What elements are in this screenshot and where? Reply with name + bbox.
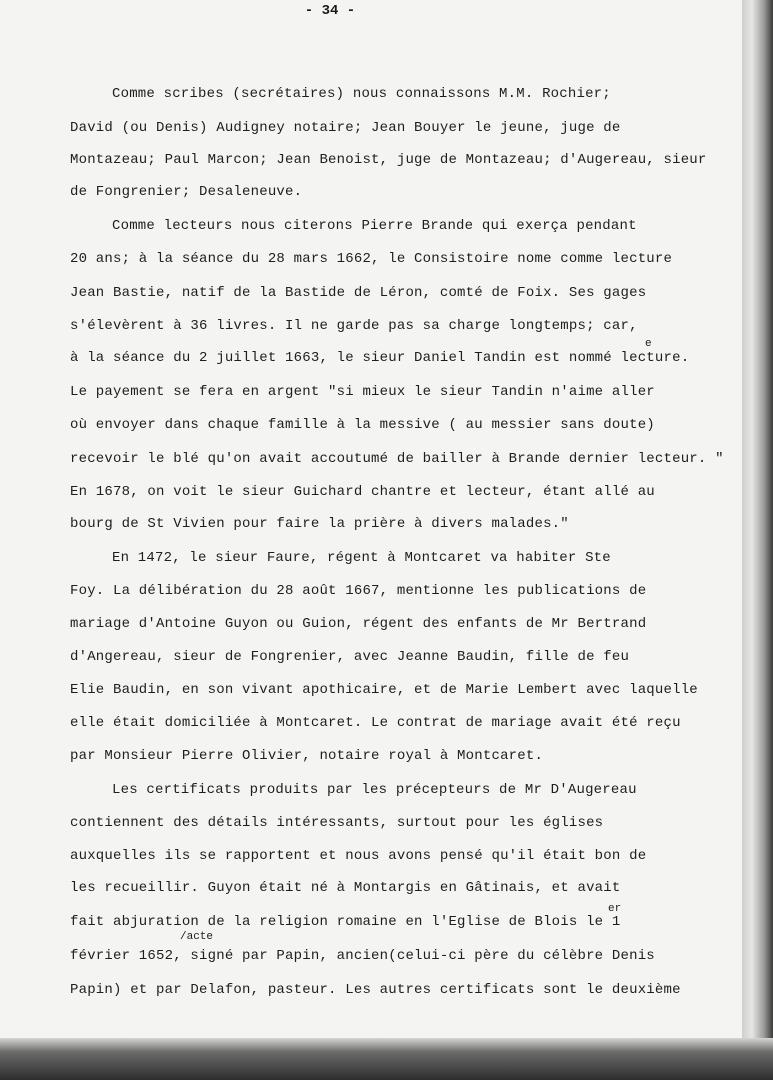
text-line-14: bourg de St Vivien pour faire la prière à divers malades." [70, 516, 569, 532]
superscript-er: er [608, 903, 622, 915]
text-line-11: où envoyer dans chaque famille à la messive ( au messier sans doute) [70, 417, 655, 433]
text-line-4: de Fongrenier; Desaleneuve. [70, 184, 303, 200]
text-line-3: Montazeau; Paul Marcon; Jean Benoist, juge de Montazeau; d'Augereau, sieur [70, 152, 707, 168]
text-line-24: auxquelles ils se rapportent et nous avons pensé qu'il était bon de [70, 848, 647, 864]
text-line-2: David (ou Denis) Audigney notaire; Jean Bouyer le jeune, juge de [70, 120, 621, 136]
text-line-10: Le payement se fera en argent "si mieux le sieur Tandin n'aime aller [70, 384, 655, 400]
text-line-20: elle était domiciliée à Montcaret. Le contrat de mariage avait été reçu [70, 715, 681, 731]
text-line-6: 20 ans; à la séance du 28 mars 1662, le Consistoire nome comme lecture [70, 251, 673, 267]
page-edge-shadow [742, 0, 773, 1080]
text-line-1: Comme scribes (secrétaires) nous connaissons M.M. Rochier; [112, 86, 611, 102]
text-line-26: fait abjuration de la religion romaine en l'Eglise de Blois le 1 [70, 914, 621, 930]
text-line-22: Les certificats produits par les précepteurs de Mr D'Augereau [112, 782, 637, 798]
text-line-19: Elie Baudin, en son vivant apothicaire, et de Marie Lembert avec laquelle [70, 682, 698, 698]
text-line-15: En 1472, le sieur Faure, régent à Montcaret va habiter Ste [112, 550, 611, 566]
text-line-17: mariage d'Antoine Guyon ou Guion, régent des enfants de Mr Bertrand [70, 616, 647, 632]
text-line-23: contiennent des détails intéressants, surtout pour les églises [70, 815, 604, 831]
text-line-13: En 1678, on voit le sieur Guichard chantre et lecteur, étant allé au [70, 484, 655, 500]
text-line-8: s'élevèrent à 36 livres. Il ne garde pas sa charge longtemps; car, [70, 318, 638, 334]
bottom-shadow [0, 1038, 773, 1080]
superscript-acte: /acte [180, 931, 214, 943]
text-line-25: les recueillir. Guyon était né à Montargis en Gâtinais, et avait [70, 880, 621, 896]
text-line-21: par Monsieur Pierre Olivier, notaire royal à Montcaret. [70, 748, 544, 764]
text-line-28: Papin) et par Delafon, pasteur. Les autres certificats sont le deuxième [70, 982, 681, 998]
text-line-9: à la séance du 2 juillet 1663, le sieur Daniel Tandin est nommé lecture. [70, 350, 690, 366]
text-line-12: recevoir le blé qu'on avait accoutumé de bailler à Brande dernier lecteur. " [70, 451, 724, 467]
text-line-16: Foy. La délibération du 28 août 1667, mentionne les publications de [70, 583, 647, 599]
text-line-18: d'Angereau, sieur de Fongrenier, avec Jeanne Baudin, fille de feu [70, 649, 630, 665]
text-line-7: Jean Bastie, natif de la Bastide de Léron, comté de Foix. Ses gages [70, 285, 647, 301]
page-number: - 34 - [304, 3, 356, 19]
superscript-e: e [645, 338, 652, 350]
text-line-27: février 1652, signé par Papin, ancien(celui-ci père du célèbre Denis [70, 948, 655, 964]
text-line-5: Comme lecteurs nous citerons Pierre Brande qui exerça pendant [112, 218, 637, 234]
